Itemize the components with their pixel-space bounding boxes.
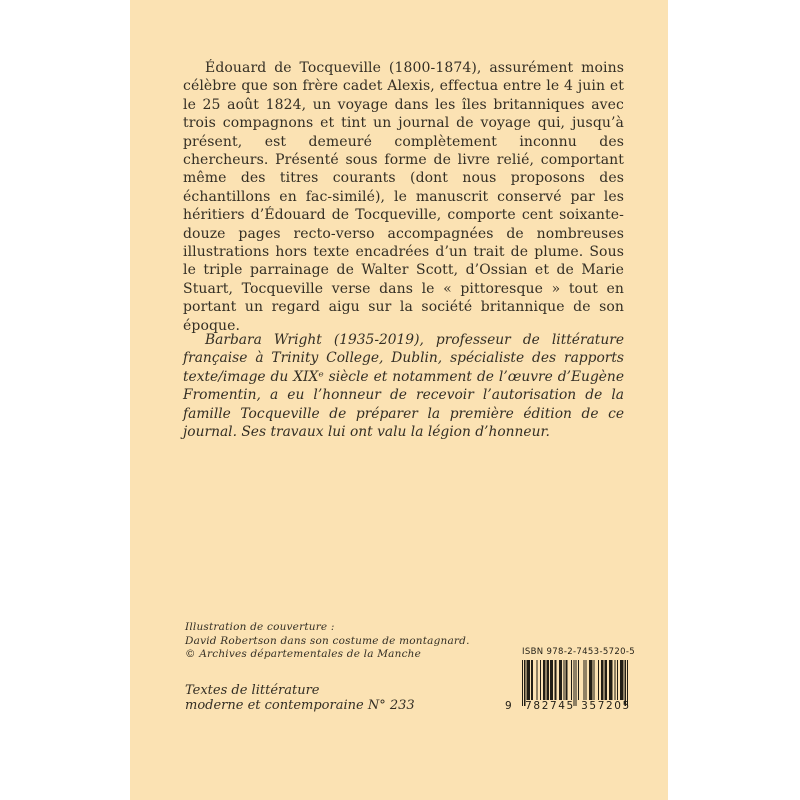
- author-bio-paragraph: Barbara Wright (1935-2019), professeur de littérature française à Trinity College, Dublin, spécialiste des rapports texte/image du XIXᵉ siècle et notamment de l’œuvre d’Eugène Fromentin, a eu l’honneur de recevoir l’autorisation de la famille Tocqueville de préparer la première édition de ce journal. Ses travaux lui ont valu la légion d’honneur.: [183, 331, 624, 441]
- credit-line-copyright: © Archives départementales de la Manche: [185, 648, 422, 660]
- barcode-digit-group2: 357205: [581, 700, 631, 712]
- isbn-number-label: ISBN 978-2-7453-5720-5: [522, 647, 636, 657]
- series-line-1: Textes de littérature: [185, 683, 320, 698]
- book-back-cover: [130, 0, 668, 800]
- series-title: [185, 683, 415, 713]
- isbn-barcode-block: [505, 647, 645, 712]
- barcode-digit-lead: 9: [505, 700, 512, 712]
- barcode-digit-group1: 782745: [525, 700, 575, 712]
- credit-line-subject: David Robertson dans son costume de montagnard.: [185, 634, 470, 647]
- cover-illustration-credits: [185, 621, 470, 662]
- synopsis-paragraph: Édouard de Tocqueville (1800-1874), assurément moins célèbre que son frère cadet Alexis, effectua entre le 4 juin et le 25 août 1824, un voyage dans les îles britanniques avec trois compagnons et tint un journal de voyage qui, jusqu’à présent, est demeuré complètement inconnu des chercheurs. Présenté sous forme de livre relié, comportant même des titres courants (dont nous proposons des échantillons en fac-similé), le manuscrit conservé par les héritiers d’Édouard de Tocqueville, comporte cent soixante-douze pages recto-verso accompagnées de nombreuses illustrations hors texte encadrées d’un trait de plume. Sous le triple parrainage de Walter Scott, d’Ossian et de Marie Stuart, Tocqueville verse dans le « pittoresque » tout en portant un regard aigu sur la société britannique de son époque.: [183, 60, 624, 334]
- series-line-2: moderne et contemporaine N° 233: [185, 698, 415, 714]
- barcode-digits: [505, 701, 635, 712]
- credit-line-title: Illustration de couverture :: [185, 621, 335, 633]
